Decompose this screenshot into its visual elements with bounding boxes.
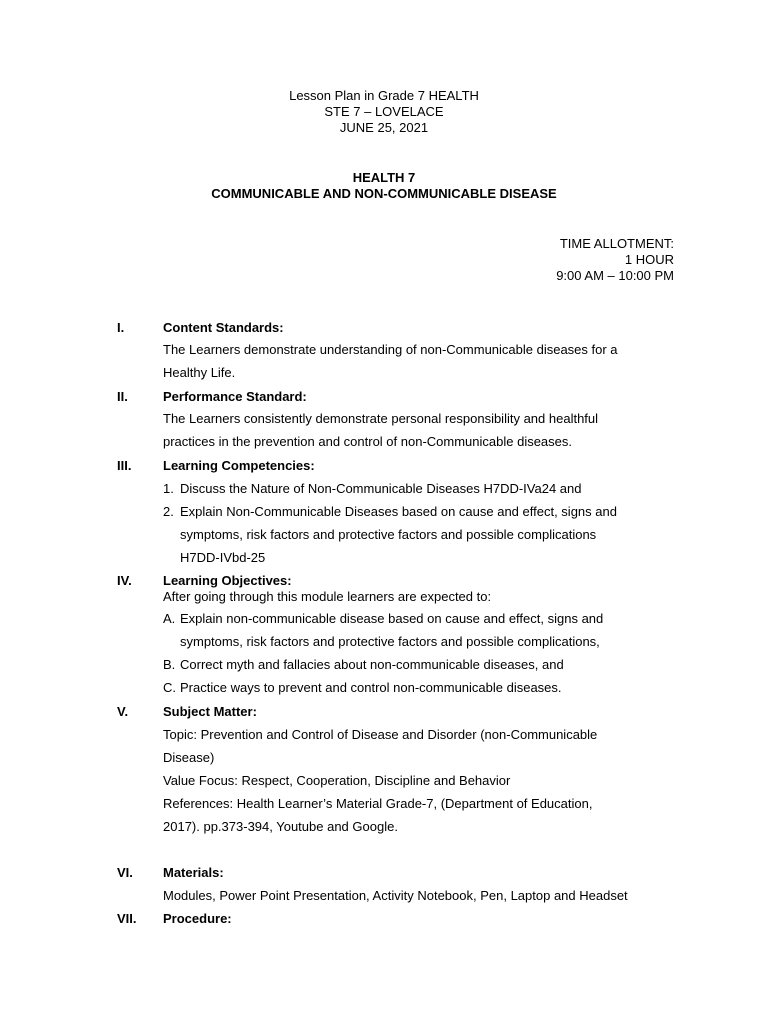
section-2-number: II. [117, 389, 128, 404]
list-item-text: Explain Non-Communicable Diseases based on cause and effect, signs and [180, 504, 617, 519]
time-allotment-label: TIME ALLOTMENT: [559, 236, 674, 251]
section-5-number: V. [117, 704, 129, 719]
section-2-text-line: practices in the prevention and control of non-Communicable diseases. [163, 434, 573, 449]
materials-text: Modules, Power Point Presentation, Activity Notebook, Pen, Laptop and Headset [163, 888, 628, 903]
section-2-text [163, 407, 683, 453]
list-marker: 1. [163, 481, 174, 496]
section-1-heading: Content Standards: [163, 320, 284, 335]
lesson-date: JUNE 25, 2021 [339, 120, 429, 135]
list-item [163, 653, 683, 676]
topic-title: COMMUNICABLE AND NON-COMMUNICABLE DISEASE [211, 186, 557, 201]
list-item-text: Practice ways to prevent and control non-communicable diseases. [180, 680, 562, 695]
list-item [163, 676, 683, 699]
objectives-intro: After going through this module learners are expected to: [163, 589, 492, 604]
time-duration: 1 HOUR [624, 252, 674, 267]
subject-matter-text [163, 723, 683, 838]
section-2-text-line: The Learners consistently demonstrate personal responsibility and healthful [163, 411, 599, 426]
list-item-text: Correct myth and fallacies about non-communicable diseases, and [180, 657, 564, 672]
competencies-list [163, 477, 683, 569]
section-1-text-line: The Learners demonstrate understanding of non-Communicable diseases for a [163, 342, 618, 357]
list-marker: C. [163, 680, 176, 695]
time-range: 9:00 AM – 10:00 PM [556, 268, 674, 283]
section-3-number: III. [117, 458, 132, 473]
section-7-heading: Procedure: [163, 911, 232, 926]
section-7-number: VII. [117, 911, 137, 926]
section-1-number: I. [117, 320, 125, 335]
list-marker: A. [163, 611, 176, 626]
list-item-text: symptoms, risk factors and protective factors and possible complications, [180, 634, 600, 649]
section-4-number: IV. [117, 573, 132, 588]
list-item-text: H7DD-IVbd-25 [180, 550, 266, 565]
section-2-heading: Performance Standard: [163, 389, 307, 404]
list-item-text: Explain non-communicable disease based on cause and effect, signs and [180, 611, 604, 626]
references-line: 2017). pp.373-394, Youtube and Google. [163, 819, 398, 834]
list-item [163, 607, 683, 653]
section-name: STE 7 – LOVELACE [324, 104, 444, 119]
lesson-plan-title: Lesson Plan in Grade 7 HEALTH [289, 88, 479, 103]
list-marker: 2. [163, 504, 174, 519]
section-5-heading: Subject Matter: [163, 704, 257, 719]
list-item [163, 500, 683, 569]
topic-line: Topic: Prevention and Control of Disease and Disorder (non-Communicable [163, 727, 598, 742]
section-4-heading: Learning Objectives: [163, 573, 292, 588]
list-marker: B. [163, 657, 176, 672]
section-1-text [163, 338, 683, 384]
topic-line: Disease) [163, 750, 215, 765]
section-3-heading: Learning Competencies: [163, 458, 315, 473]
subject-title: HEALTH 7 [352, 170, 416, 185]
section-6-number: VI. [117, 865, 133, 880]
objectives-list [163, 607, 683, 699]
section-1-text-line: Healthy Life. [163, 365, 236, 380]
list-item [163, 477, 683, 500]
list-item-text: symptoms, risk factors and protective factors and possible complications [180, 527, 597, 542]
value-focus: Value Focus: Respect, Cooperation, Discipline and Behavior [163, 773, 511, 788]
references-line: References: Health Learner’s Material Grade-7, (Department of Education, [163, 796, 593, 811]
section-6-heading: Materials: [163, 865, 224, 880]
list-item-text: Discuss the Nature of Non-Communicable Diseases H7DD-IVa24 and [180, 481, 582, 496]
